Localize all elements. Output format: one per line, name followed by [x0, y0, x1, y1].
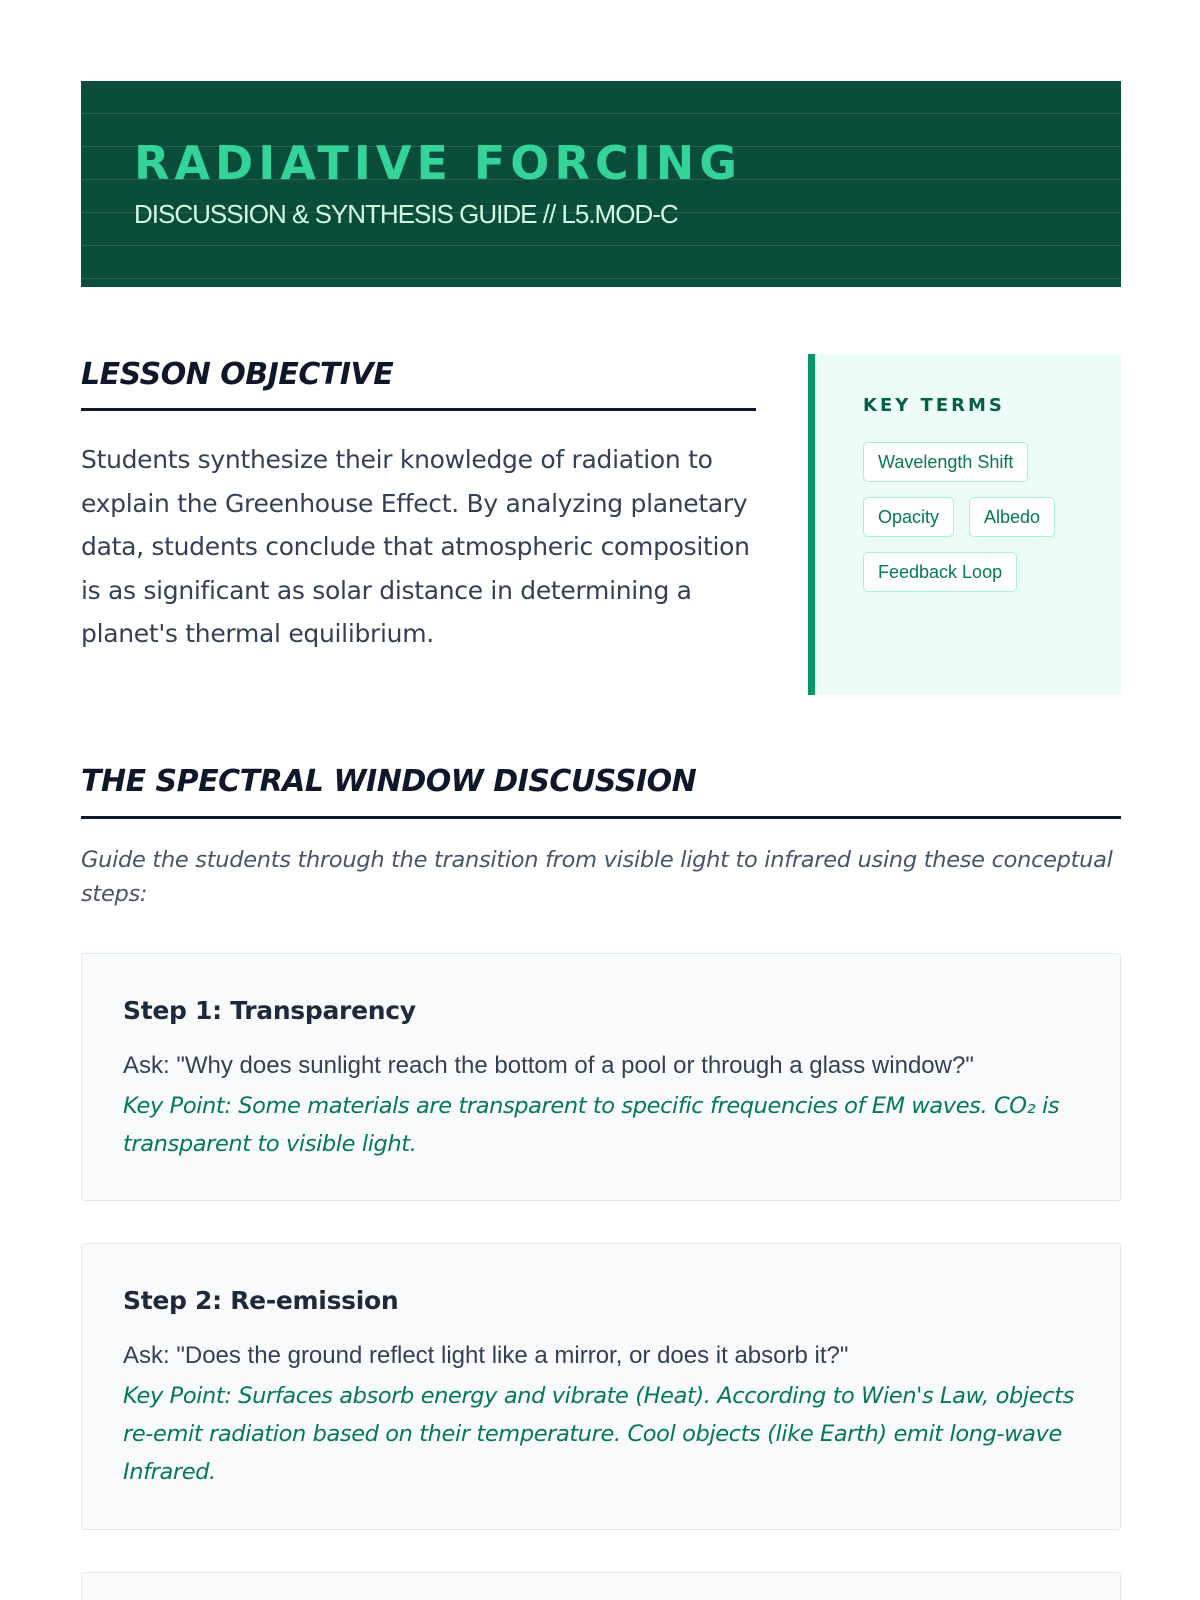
step-card	[81, 1243, 1121, 1530]
spectral-window-heading: THE SPECTRAL WINDOW DISCUSSION	[81, 762, 1121, 819]
step-title: Step 1: Transparency	[123, 996, 416, 1025]
step-title: Step 2: Re-emission	[123, 1286, 399, 1315]
step-card	[81, 953, 1121, 1201]
key-terms-panel	[808, 354, 1121, 695]
key-term-tag: Opacity	[863, 497, 954, 537]
key-term-tag: Feedback Loop	[863, 552, 1017, 592]
header-banner	[81, 81, 1121, 287]
discussion-intro: Guide the students through the transition from visible light to infrared using these conceptual steps:	[81, 847, 1113, 907]
step-key-point: Key Point: Surfaces absorb energy and vibrate (Heat). According to Wien's Law, objects re-emit radiation based on their temperature. Cool objects (like Earth) emit long-wave Infrared.	[123, 1383, 1074, 1485]
key-term-tag: Albedo	[969, 497, 1055, 537]
step-card-partial	[81, 1572, 1121, 1600]
page-subtitle: DISCUSSION & SYNTHESIS GUIDE // L5.MOD-C	[134, 199, 678, 229]
lesson-objective-text: Students synthesize their knowledge of radiation to explain the Greenhouse Effect. By analyzing planetary data, students conclude that atmospheric composition is as significant as solar distance in determining a planet's thermal equilibrium.	[81, 445, 750, 648]
lesson-objective-heading: LESSON OBJECTIVE	[81, 355, 756, 411]
key-term-tag: Wavelength Shift	[863, 442, 1028, 482]
step-key-point: Key Point: Some materials are transparent to specific frequencies of EM waves. CO₂ is transparent to visible light.	[123, 1093, 1060, 1157]
step-question: Ask: "Why does sunlight reach the bottom of a pool or through a glass window?"	[123, 1052, 974, 1079]
page-title: RADIATIVE FORCING	[134, 136, 742, 190]
key-terms-label: KEY TERMS	[863, 395, 1005, 416]
step-question: Ask: "Does the ground reflect light like a mirror, or does it absorb it?"	[123, 1342, 849, 1369]
